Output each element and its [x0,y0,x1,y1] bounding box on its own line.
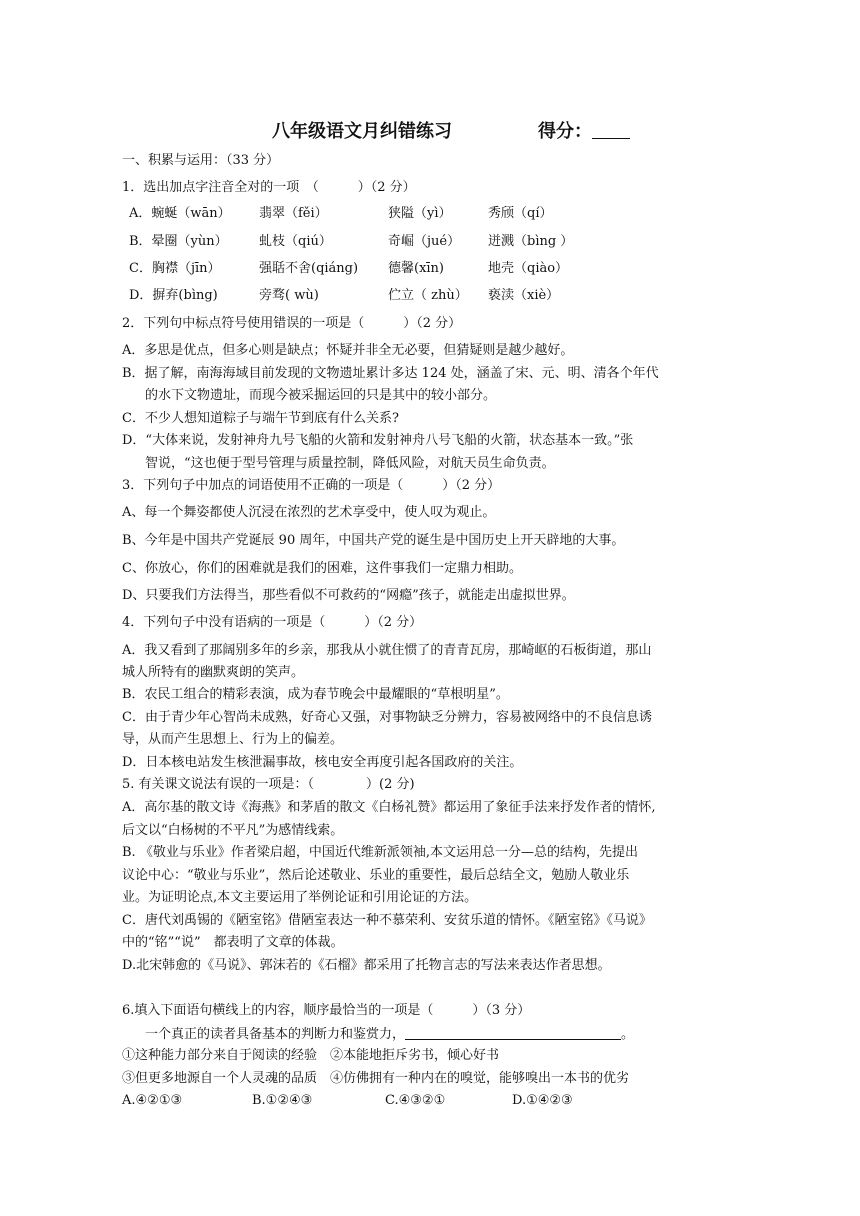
q6-choice-a: A.④②①③ [122,1093,183,1108]
score-blank[interactable] [592,122,630,139]
q1-d-1: D．摒弃(bìng) [129,288,218,303]
q5-line: 业。为证明论点,本文主要运用了举例论证和引用论证的方法。 [122,890,478,905]
q4-line: A．我又看到了那阔别多年的乡亲，那我从小就住惯了的青青瓦房，那崎岖的石板街道，那山 [122,643,652,658]
q5-line: 议论中心：“敬业与乐业”，然后论述敬业、乐业的重要性，最后总结全文，勉励人敬业乐 [122,868,630,883]
q1-d-4: 亵渎（xiè） [488,288,560,303]
q5-line: 中的“铭”“说” 都表明了文章的体裁。 [122,935,344,950]
q2-line: B．据了解，南海海域目前发现的文物遗址累计多达 124 处，涵盖了宋、元、明、清各个年代 [122,366,659,381]
q2-line: D．“大体来说，发射神舟九号飞船的火箭和发射神舟八号飞船的火箭，状态基本一致。”张 [122,433,634,448]
q4-stem: 4．下列句子中没有语病的一项是（ ）（2 分） [122,615,423,630]
q6-items: ③但更多地源自一个人灵魂的品质 ④仿佛拥有一种内在的嗅觉，能够嗅出一本书的优劣 [122,1071,630,1086]
q5-line: D.北宋韩愈的《马说》、郭沫若的《石榴》都采用了托物言志的写法来表达作者思想。 [122,958,611,973]
q6-fill-blank[interactable] [405,1025,621,1040]
q3-line: A、每一个舞姿都使人沉浸在浓烈的艺术享受中，使人叹为观止。 [122,505,496,520]
q6-sentence-end: 。 [621,1027,635,1042]
q5-line: C．唐代刘禹锡的《陋室铭》借陋室表达一种不慕荣利、安贫乐道的情怀。《陋室铭》《马说》 [122,913,652,928]
q1-c-2: 强聒不舍(qiáng) [259,261,359,276]
q1-stem: 1．选出加点字注音全对的一项 （ ）（2 分） [122,180,416,195]
q6-items: ①这种能力部分来自于阅读的经验 ②本能地拒斥劣书，倾心好书 [122,1048,500,1063]
q1-d-3: 伫立（ zhù） [388,288,468,303]
q6-sentence-text: 一个真正的读者具备基本的判断力和鉴赏力， [145,1027,406,1042]
page-title: 八年级语文月纠错练习 [272,121,452,142]
q1-c-1: C．胸襟（jīn） [129,261,221,276]
score-label: 得分： [538,121,592,142]
q3-stem: 3．下列句子中加点的词语使用不正确的一项是（ ）（2 分） [122,478,501,493]
q5-line: B. 《敬业与乐业》作者梁启超，中国近代维新派领袖,本文运用总一分—总的结构，先提出 [122,845,638,860]
q5-line: 后文以“白杨树的不平凡”为感情线索。 [122,823,344,838]
q1-a-4: 秀颀（qí） [488,206,553,221]
q1-d-2: 旁骛( wù) [259,288,319,303]
q6-sentence [145,1025,634,1044]
q6-choice-d: D.①④②③ [512,1093,573,1108]
q2-line: 的水下文物遗址，而现今被采掘运回的只是其中的较小部分。 [145,388,497,403]
q3-line: D、只要我们方法得当，那些看似不可救药的“网瘾”孩子，就能走出虚拟世界。 [122,588,575,603]
q6-choice-c: C.④③②① [385,1093,446,1108]
q1-b-1: B．晕圈（yùn） [129,234,228,249]
q4-line: 城人所特有的幽默爽朗的笑声。 [122,665,305,680]
q2-line: 智说，“这也便于型号管理与质量控制，降低风险，对航天员生命负责。 [145,456,555,471]
q2-line: C．不少人想知道粽子与端午节到底有什么关系? [122,411,399,426]
q1-a-2: 翡翠（fěi） [259,206,328,221]
q5-stem: 5. 有关课文说法有误的一项是：（ ）(2 分) [122,777,415,792]
q1-a-3: 狭隘（yì） [388,206,452,221]
q3-line: B、今年是中国共产党诞辰 90 周年，中国共产党的诞生是中国历史上开天辟地的大事。 [122,533,625,548]
q4-line: C．由于青少年心智尚未成熟，好奇心又强，对事物缺乏分辨力，容易被网络中的不良信息诱 [122,710,652,725]
q1-a-1: A．蜿蜒（wān） [129,206,231,221]
q2-line: A．多思是优点，但多心则是缺点；怀疑并非全无必要，但猜疑则是越少越好。 [122,343,574,358]
q4-line: D．日本核电站发生核泄漏事故，核电安全再度引起各国政府的关注。 [122,755,523,770]
q5-line: A．高尔基的散文诗《海燕》和茅盾的散文《白杨礼赞》都运用了象征手法来抒发作者的情怀, [122,800,656,815]
score-area [538,117,630,143]
q1-b-2: 虬枝（qiú） [259,234,332,249]
q4-line: B．农民工组合的精彩表演，成为春节晚会中最耀眼的“草根明星”。 [122,687,509,702]
q1-c-4: 地壳（qiào） [488,261,569,276]
q1-c-3: 德馨(xīn) [388,261,445,276]
q2-stem: 2．下列句中标点符号使用错误的一项是（ ）（2 分） [122,316,462,331]
q3-line: C、你放心，你们的困难就是我们的困难，这件事我们一定鼎力相助。 [122,561,522,576]
q1-b-4: 迸溅（bìng ） [488,234,574,249]
section-heading: 一、积累与运用：（33 分） [122,153,280,168]
q6-stem: 6.填入下面语句横线上的内容，顺序最恰当的一项是（ ）（3 分） [122,1003,531,1018]
q1-b-3: 奇崛（jué） [388,234,461,249]
q4-line: 导，从而产生思想上、行为上的偏差。 [122,732,344,747]
q6-choice-b: B.①②④③ [252,1093,313,1108]
